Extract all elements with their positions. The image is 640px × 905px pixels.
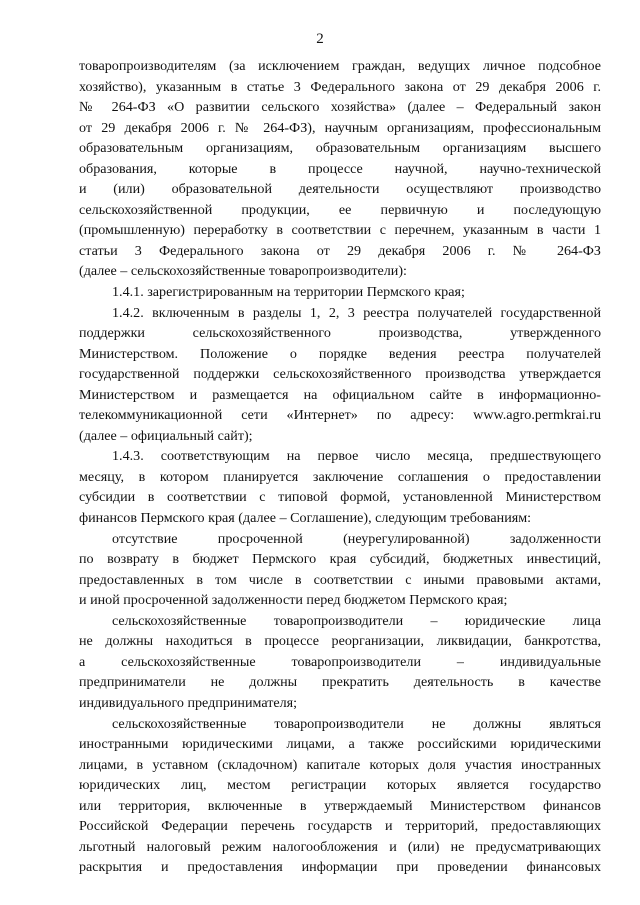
text-line: (далее – сельскохозяйственные товаропроизводители): (79, 263, 407, 280)
text-line: предоставленных в том числе в соответствии с иными правовыми актами, (79, 571, 601, 588)
text-line: индивидуального предпринимателя; (79, 694, 298, 711)
text-line: а сельскохозяйственные товаропроизводители – индивидуальные (79, 653, 601, 670)
page-number: 2 (316, 31, 324, 47)
text-line: отсутствие просроченной (неурегулированной) задолженности (112, 530, 601, 547)
text-line: и (или) образовательной деятельности осуществляют производство (79, 181, 601, 198)
text-line: Российской Федерации перечень государств и территорий, предоставляющих (79, 818, 601, 835)
text-line: государственной поддержки сельскохозяйственного производства утверждается (79, 366, 601, 383)
text-line: субсидии в соответствии с типовой формой, установленной Министерством (79, 489, 601, 506)
text-line: иностранными юридическими лицами, а также российскими юридическими (79, 736, 601, 753)
body-text (79, 56, 601, 878)
text-line: от 29 декабря 2006 г. № 264-ФЗ), научным организациям, профессиональным (79, 119, 601, 136)
text-line: (далее – официальный сайт); (79, 427, 253, 444)
text-line: юридических лиц, местом регистрации которых является государство (79, 777, 601, 794)
text-line: 1.4.1. зарегистрированным на территории Пермского края; (112, 284, 465, 301)
text-line: финансов Пермского края (далее – Соглашение), следующим требованиям: (79, 510, 532, 527)
text-line: (промышленную) переработку в соответствии с перечнем, указанным в части 1 (79, 222, 601, 239)
text-line: товаропроизводителям (за исключением граждан, ведущих личное подсобное (79, 58, 601, 74)
text-line: образовательным организациям, образовательным организациям высшего (79, 140, 601, 157)
text-line: раскрытия и предоставления информации при проведении финансовых (79, 859, 601, 876)
text-line: 1.4.3. соответствующим на первое число месяца, предшествующего (112, 448, 601, 465)
text-line: 1.4.2. включенным в разделы 1, 2, 3 реестра получателей государственной (112, 304, 601, 321)
text-line: или территория, включенные в утверждаемый Министерством финансов (79, 797, 601, 814)
text-line: по возврату в бюджет Пермского края субсидий, бюджетных инвестиций, (79, 551, 601, 568)
text-line: не должны находиться в процессе реорганизации, ликвидации, банкротства, (79, 633, 601, 650)
text-line: лицами, в уставном (складочном) капитале которых доля участия иностранных (79, 756, 601, 773)
text-line: статьи 3 Федерального закона от 29 декабря 2006 г. № 264-ФЗ (79, 242, 601, 259)
text-line: телекоммуникационной сети «Интернет» по адресу: www.agro.permkrai.ru (79, 407, 601, 424)
text-line: и иной просроченной задолженности перед бюджетом Пермского края; (79, 592, 508, 609)
text-line: Министерством. Положение о порядке ведения реестра получателей (79, 345, 601, 362)
text-line: предприниматели не должны прекратить деятельность в качестве (79, 674, 601, 691)
text-line: Министерством и размещается на официальном сайте в информационно- (79, 386, 601, 403)
text-line: № 264-ФЗ «О развитии сельского хозяйства» (далее – Федеральный закон (79, 99, 601, 116)
text-line: образования, которые в процессе научной, научно-технической (79, 160, 601, 177)
text-line: сельскохозяйственной продукции, ее первичную и последующую (79, 201, 601, 218)
text-line: сельскохозяйственные товаропроизводители не должны являться (112, 715, 601, 732)
text-line: сельскохозяйственные товаропроизводители – юридические лица (112, 612, 601, 629)
text-line: льготный налоговый режим налогообложения и (или) не предусматривающих (79, 838, 601, 855)
text-line: месяцу, в котором планируется заключение соглашения о предоставлении (79, 468, 601, 485)
text-line: поддержки сельскохозяйственного производства, утвержденного (79, 325, 601, 342)
text-line: хозяйство), указанным в статье 3 Федерального закона от 29 декабря 2006 г. (79, 78, 601, 95)
